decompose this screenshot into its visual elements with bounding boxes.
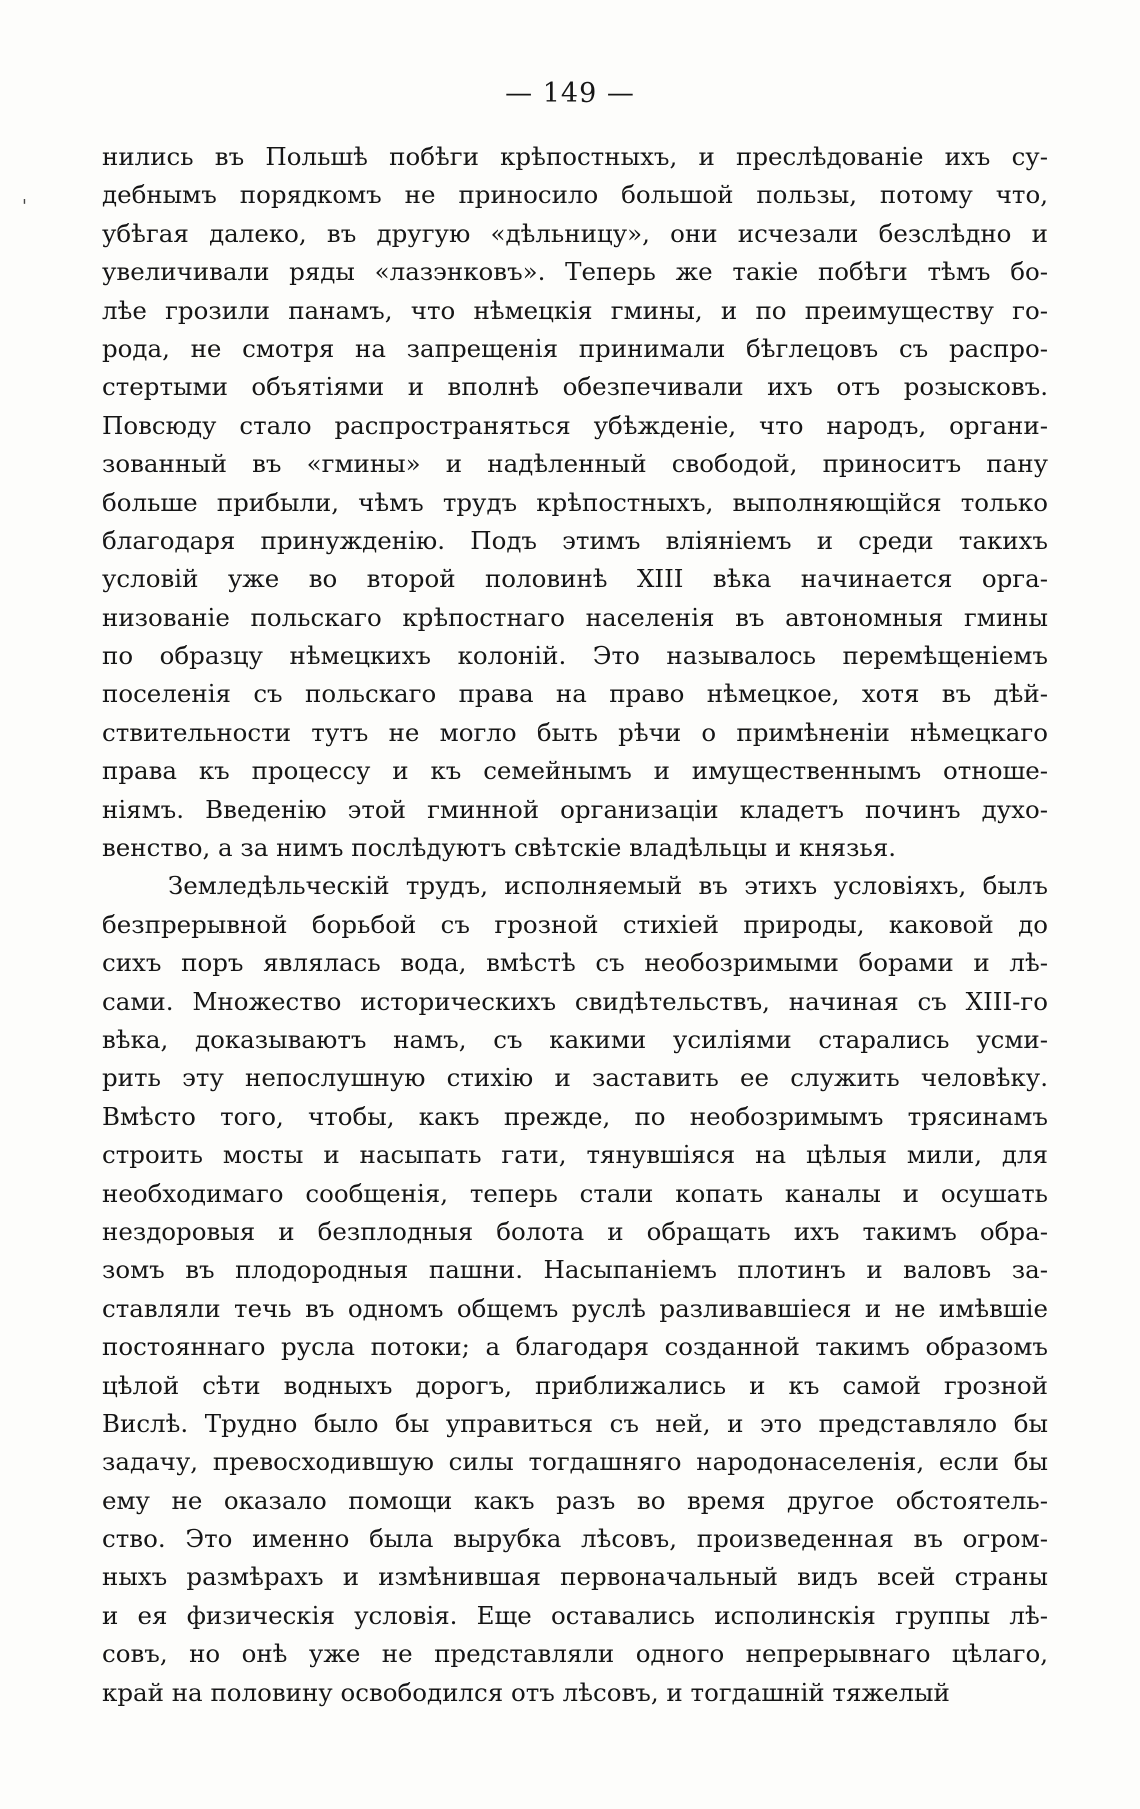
text-line: стертыми объятіями и вполнѣ обезпечивали ихъ отъ розысковъ. [102, 372, 1048, 402]
text-line: зованный въ «гмины» и надѣленный свободой, приноситъ пану [102, 449, 1048, 479]
text-line: больше прибыли, чѣмъ трудъ крѣпостныхъ, выполняющійся только [102, 487, 1048, 517]
text-line: ему не оказало помощи какъ разъ во время другое обстоятель- [102, 1485, 1048, 1515]
text-line: благодаря принужденію. Подъ этимъ вліяніемъ и среди такихъ [102, 525, 1048, 555]
text-line: лѣе грозили панамъ, что нѣмецкія гмины, и по преимуществу го- [102, 295, 1048, 325]
text-line: рода, не смотря на запрещенія принимали бѣглецовъ съ распро- [102, 333, 1048, 363]
text-line: постояннаго русла потоки; а благодаря созданной такимъ образомъ [102, 1332, 1048, 1362]
text-line: Земледѣльческій трудъ, исполняемый въ этихъ условіяхъ, былъ [168, 871, 1048, 901]
text-line: рить эту непослушную стихію и заставить ее служить человѣку. [102, 1063, 1048, 1093]
text-line: безпрерывной борьбой съ грозной стихіей природы, каковой до [102, 909, 1048, 939]
text-line: ніямъ. Введенію этой гминной организаціи кладетъ починъ духо- [102, 794, 1048, 824]
text-line: вѣка, доказываютъ намъ, съ какими усиліями старались усми- [102, 1024, 1048, 1054]
page-number: — 149 — [505, 78, 635, 109]
text-line: край на половину освободился отъ лѣсовъ, и тогдашній тяжелый [102, 1677, 950, 1707]
text-line: убѣгая далеко, въ другую «дѣльницу», они исчезали безслѣдно и [102, 218, 1048, 248]
margin-mark: ' [22, 196, 27, 217]
text-line: зомъ въ плодородныя пашни. Насыпаніемъ плотинъ и валовъ за- [102, 1255, 1048, 1285]
text-line: задачу, превосходившую силы тогдашняго народонаселенія, если бы [102, 1447, 1048, 1477]
text-line: строить мосты и насыпать гати, тянувшіяся на цѣлыя мили, для [102, 1140, 1048, 1170]
text-line: и ея физическія условія. Еще оставались исполинскія группы лѣ- [102, 1600, 1048, 1630]
body-text [102, 138, 1048, 1712]
text-line: Повсюду стало распространяться убѣжденіе, что народъ, органи- [102, 410, 1048, 440]
text-line: увеличивали ряды «лазэнковъ». Теперь же такіе побѣги тѣмъ бо- [102, 257, 1048, 287]
text-line: венство, а за нимъ послѣдуютъ свѣтскіе владѣльцы и князья. [102, 833, 897, 863]
text-line: ствительности тутъ не могло быть рѣчи о примѣненіи нѣмецкаго [102, 717, 1048, 747]
text-line: условій уже во второй половинѣ XIII вѣка начинается орга- [102, 564, 1048, 594]
text-line: сихъ поръ являлась вода, вмѣстѣ съ необозримыми борами и лѣ- [102, 948, 1048, 978]
text-line: нились въ Польшѣ побѣги крѣпостныхъ, и преслѣдованіе ихъ су- [102, 142, 1048, 171]
text-line: права къ процессу и къ семейнымъ и имущественнымъ отноше- [102, 756, 1048, 786]
text-line: по образцу нѣмецкихъ колоній. Это называлось перемѣщеніемъ [102, 641, 1048, 671]
text-line: совъ, но онѣ уже не представляли одного непрерывнаго цѣлаго, [102, 1639, 1048, 1669]
text-line: Вислѣ. Трудно было бы управиться съ ней, и это представляло бы [102, 1408, 1048, 1438]
text-line: цѣлой сѣти водныхъ дорогъ, приближались и къ самой грозной [102, 1370, 1048, 1400]
text-line: ныхъ размѣрахъ и измѣнившая первоначальный видъ всей страны [102, 1562, 1048, 1592]
text-line: ставляли течь въ одномъ общемъ руслѣ разливавшіеся и не имѣвшіе [102, 1293, 1048, 1323]
text-line: ство. Это именно была вырубка лѣсовъ, произведенная въ огром- [102, 1524, 1048, 1554]
text-line: поселенія съ польскаго права на право нѣмецкое, хотя въ дѣй- [102, 679, 1048, 709]
text-line: необходимаго сообщенія, теперь стали копать каналы и осушать [102, 1178, 1048, 1208]
text-line: Вмѣсто того, чтобы, какъ прежде, по необозримымъ трясинамъ [102, 1101, 1048, 1131]
text-line: нездоровыя и безплодныя болота и обращать ихъ такимъ обра- [102, 1216, 1048, 1246]
text-line: низованіе польскаго крѣпостнаго населенія въ автономныя гмины [102, 602, 1048, 632]
text-line: сами. Множество историческихъ свидѣтельствъ, начиная съ XIII-го [102, 986, 1048, 1016]
text-line: дебнымъ порядкомъ не приносило большой пользы, потому что, [102, 180, 1048, 210]
